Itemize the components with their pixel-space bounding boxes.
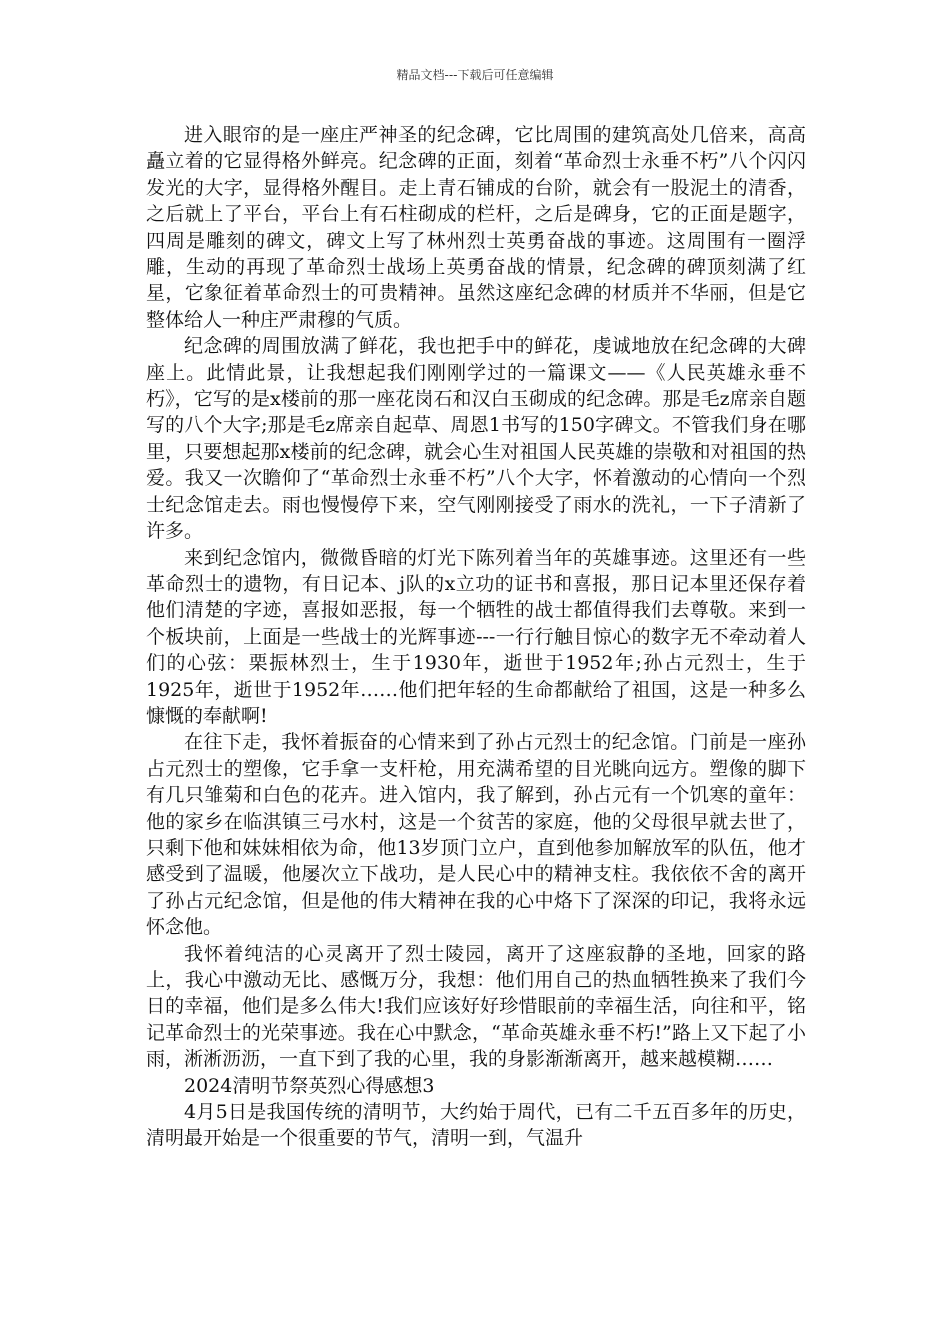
page-header: 精品文档---下载后可任意编辑 — [396, 68, 554, 82]
paragraph-2: 纪念碑的周围放满了鲜花，我也把手中的鲜花，虔诚地放在纪念碑的大碑座上。此情此景，让我想起我们刚刚学过的一篇课文——《人民英雄永垂不朽》，它写的是x楼前的那一座花岗石和汉白玉砌成的纪念碑。那是毛z席亲自题写的八个大字;那是毛z席亲自起草、周恩1书写的150字碑文。不管我们身在哪里，只要想起那x楼前的纪念碑，就会心生对祖国人民英雄的崇敬和对祖国的热爱。我又一次瞻仰了“革命烈士永垂不朽”八个大字，怀着激动的心情向一个烈士纪念馆走去。雨也慢慢停下来，空气刚刚接受了雨水的洗礼，一下子清新了许多。 — [146, 335, 806, 543]
paragraph-4: 在往下走，我怀着振奋的心情来到了孙占元烈士的纪念馆。门前是一座孙占元烈士的塑像，它手拿一支杆枪，用充满希望的目光眺向远方。塑像的脚下有几只雏菊和白色的花卉。进入馆内，我了解到，孙占元有一个饥寒的童年：他的家乡在临淇镇三弓水村，这是一个贫苦的家庭，他的父母很早就去世了，只剩下他和妹妹相依为命，他13岁顶门立户，直到他参加解放军的队伍，他才感受到了温暖，他屡次立下战功，是人民心中的精神支柱。我依依不舍的离开了孙占元纪念馆，但是他的伟大精神在我的心中烙下了深深的印记，我将永远怀念他。 — [146, 731, 806, 939]
paragraph-3: 来到纪念馆内，微微昏暗的灯光下陈列着当年的英雄事迹。这里还有一些革命烈士的遗物，有日记本、j队的x立功的证书和喜报，那日记本里还保存着他们清楚的字迹，喜报如恶报，每一个牺牲的战士都值得我们去尊敬。来到一个板块前，上面是一些战士的光辉事迹---一行行触目惊心的数字无不牵动着人们的心弦：栗振林烈士，生于1930年，逝世于1952年;孙占元烈士，生于1925年，逝世于1952年……他们把年轻的生命都献给了祖国，这是一种多么慷慨的奉献啊! — [146, 546, 806, 727]
paragraph-6: 4月5日是我国传统的清明节，大约始于周代，已有二千五百多年的历史，清明最开始是一个很重要的节气，清明一到，气温升 — [146, 1101, 806, 1150]
document-body — [146, 122, 806, 1152]
section-title: 2024清明节祭英烈心得感想3 — [184, 1074, 435, 1097]
paragraph-5: 我怀着纯洁的心灵离开了烈士陵园，离开了这座寂静的圣地，回家的路上，我心中激动无比、感慨万分，我想：他们用自己的热血牺牲换来了我们今日的幸福，他们是多么伟大!我们应该好好珍惜眼前的幸福生活，向往和平，铭记革命烈士的光荣事迹。我在心中默念，“革命英雄永垂不朽!”路上又下起了小雨，淅淅沥沥，一直下到了我的心里，我的身影渐渐离开，越来越模糊…… — [146, 942, 806, 1071]
paragraph-1: 进入眼帘的是一座庄严神圣的纪念碑，它比周围的建筑高处几倍来，高高矗立着的它显得格外鲜亮。纪念碑的正面，刻着“革命烈士永垂不朽”八个闪闪发光的大字，显得格外醒目。走上青石铺成的台阶，就会有一股泥土的清香，之后就上了平台，平台上有石柱砌成的栏杆，之后是碑身，它的正面是题字，四周是雕刻的碑文，碑文上写了林州烈士英勇奋战的事迹。这周围有一圈浮雕，生动的再现了革命烈士战场上英勇奋战的情景，纪念碑的碑顶刻满了红星，它象征着革命烈士的可贵精神。虽然这座纪念碑的材质并不华丽，但是它整体给人一种庄严肃穆的气质。 — [146, 124, 806, 331]
